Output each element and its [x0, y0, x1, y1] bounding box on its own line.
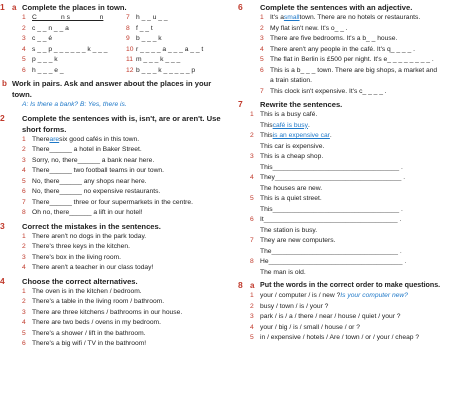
list-item: 8 He ____________________________________ . — [250, 258, 407, 265]
section-title: Rewrite the sentences. — [260, 100, 343, 109]
section-number: 8 — [238, 280, 243, 290]
answer-text: Is your computer new? — [340, 292, 408, 299]
list-item: 1 There are six good cafés in this town. — [22, 135, 230, 146]
list-item: 6 It ____________________________________ . — [250, 216, 402, 223]
list-item: 4 There are two beds / ovens in my bedroom. — [22, 319, 161, 326]
left-column — [0, 0, 230, 350]
list-item: 4 There aren't a teacher in our class today! — [22, 264, 154, 271]
item-text: c _ _ é — [32, 35, 53, 42]
section-title: Choose the correct alternatives. — [22, 276, 138, 286]
section-1-header — [0, 2, 230, 13]
list-item: The __________________________________ . — [260, 247, 402, 255]
list-item: 1 There aren't no dogs in the park today. — [22, 232, 147, 240]
section-2-items — [0, 135, 230, 219]
list-item: 6 This is a b_ _ _ town. There are big shops, a market and — [260, 66, 438, 74]
list-item: 2 This is an expensive car . — [250, 131, 463, 142]
section-number: 6 — [238, 2, 243, 12]
list-item: 1 The oven is in the kitchen / bedroom. — [22, 287, 142, 295]
item-text: c _ _ n _ _ a — [32, 24, 69, 32]
list-item: 1 It's a small town. There are no hotels or restaurants. — [260, 13, 463, 24]
section-2-header — [0, 113, 230, 135]
answer-blank: are — [49, 135, 60, 143]
section-title: Complete the sentences with is, isn't, are or aren't. Use short forms. — [22, 113, 221, 134]
list-item: This __________________________________ . — [260, 163, 403, 171]
item-number: 4 — [22, 45, 26, 53]
list-item: 5 This is a quiet street. — [250, 195, 322, 202]
list-item: 5 in / expensive / hotels / Are / town / or / your / cheap ? — [250, 334, 420, 341]
list-item: 4 There aren't any people in the café. It's q_ _ _ _ . — [260, 45, 415, 53]
section-6-items — [238, 13, 463, 97]
item-text: f _ _ t — [136, 24, 153, 32]
list-item: 3 Sorry, no, there ______ a bank near here. — [22, 156, 155, 164]
list-item: 3 There's box in the living room. — [22, 253, 121, 261]
sub-letter: b — [2, 79, 7, 88]
section-3-header — [0, 221, 230, 232]
item-number: 3 — [22, 35, 26, 42]
list-item: This car is expensive. — [260, 142, 325, 150]
section-title: Put the words in the correct order to make questions. — [260, 281, 441, 289]
answer-blank: café is busy — [272, 121, 308, 129]
section-number: 4 — [0, 275, 5, 286]
section-4-header — [0, 276, 230, 287]
section-title: Complete the places in town. — [22, 3, 127, 12]
answer-blank: is an expensive car — [272, 132, 330, 139]
item-number: 6 — [22, 66, 26, 74]
section-1b-header — [0, 78, 230, 100]
item-number: 2 — [22, 24, 26, 32]
list-item: 7 There ______ three or four supermarkets in the centre. — [22, 198, 193, 206]
list-item: 3 park / is / a / there / near / house / quiet / your ? — [250, 313, 401, 320]
section-4-items — [0, 287, 230, 350]
list-item: 4 There ______ two football teams in our town. — [22, 167, 164, 174]
section-title: Correct the mistakes in the sentences. — [22, 221, 161, 231]
answer-blank: small — [283, 14, 300, 21]
section-6-header — [238, 2, 463, 13]
list-item: 1 your / computer / is / new ? Is your computer new? — [250, 291, 463, 302]
section-number: 7 — [238, 99, 243, 109]
item-text: h _ _ u _ _ — [136, 14, 168, 21]
list-item: 7 This clock isn't expensive. It's c_ _ _ _ . — [260, 87, 387, 95]
section-7-header — [238, 99, 463, 110]
section-7-items — [238, 110, 463, 278]
list-item: 1 This is a busy café. — [250, 111, 318, 118]
list-item: 2 There's a table in the living room / bathroom. — [22, 298, 165, 305]
right-column — [238, 0, 463, 344]
list-item: 2 There's three keys in the kitchen. — [22, 243, 130, 250]
item-number: 11 — [126, 56, 133, 63]
section-number: 3 — [0, 220, 5, 231]
list-item: 3 There are three kitchens / bathrooms in our house. — [22, 308, 183, 316]
item-text: m _ _ _ k _ _ _ — [136, 56, 181, 63]
list-item: 6 There's a big wifi / TV in the bathroom! — [22, 340, 147, 347]
item-number: 5 — [22, 56, 26, 63]
example-dialogue: A: Is there a bank? B: Yes, there is. — [22, 101, 127, 108]
item-number: 9 — [126, 35, 130, 42]
section-title: Work in pairs. Ask and answer about the places in your town. — [12, 79, 212, 99]
list-item: 4 your / big / is / small / house / or ? — [250, 323, 360, 331]
item-text: p _ _ _ k — [32, 56, 58, 63]
list-item: 7 They are new computers. — [250, 237, 336, 244]
list-item: 3 There are five bedrooms. It's a b_ _ house. — [260, 35, 398, 42]
item-text: s _ _ p _ _ _ _ _ _ k _ _ _ — [32, 45, 108, 53]
item-number: 12 — [126, 66, 134, 74]
item-number: 8 — [126, 24, 130, 32]
list-item: 5 No, there ______ any shops near here. — [22, 177, 147, 185]
list-item: This __________________________________ . — [260, 205, 403, 213]
item-text: b _ _ _ k — [136, 35, 162, 42]
list-item: 4 They __________________________________ . — [250, 174, 406, 181]
list-item: The houses are new. — [260, 184, 323, 192]
list-item: The man is old. — [260, 268, 306, 276]
list-item: 5 There's a shower / lift in the bathroom. — [22, 329, 146, 337]
list-item: a train station. — [270, 77, 313, 84]
list-item: The station is busy. — [260, 226, 318, 234]
sub-letter: a — [12, 3, 17, 12]
list-item: 3 This is a cheap shop. — [250, 153, 324, 160]
section-number: 1 — [0, 2, 5, 12]
section-3-items — [0, 232, 230, 274]
item-number: 10 — [126, 45, 134, 53]
sub-letter: a — [250, 281, 255, 290]
item-text: h _ _ _ e _ — [32, 66, 64, 74]
list-item: 2 There ______ a hotel in Baker Street. — [22, 146, 142, 153]
section-8-items — [238, 291, 463, 344]
section-8-header — [238, 280, 463, 291]
item-number: 7 — [126, 14, 130, 21]
list-item: 8 Oh no, there ______ a lift in our hotel! — [22, 209, 143, 216]
section-title: Complete the sentences with an adjective. — [260, 3, 413, 12]
list-item: This café is busy . — [250, 121, 463, 132]
list-item: 6 No, there ______ no expensive restaurants. — [22, 188, 161, 195]
item-number: 1 — [22, 14, 26, 21]
item-text: C _ _ _ _ n s _ _ _ _ _ n — [32, 14, 104, 21]
list-item: 2 My flat isn't new. It's o_ _ . — [260, 24, 348, 32]
section-number: 2 — [0, 112, 5, 123]
item-text: r _ _ _ _ a _ _ _ a _ _ t — [136, 45, 204, 53]
item-text: b _ _ _ k _ _ _ _ _ p — [136, 66, 196, 74]
list-item: 2 busy / town / is / your ? — [250, 302, 329, 310]
section-1-items — [0, 13, 230, 76]
list-item: 5 The flat in Berlin is £500 per night. It's e_ _ _ _ _ _ _ _ . — [260, 56, 434, 63]
